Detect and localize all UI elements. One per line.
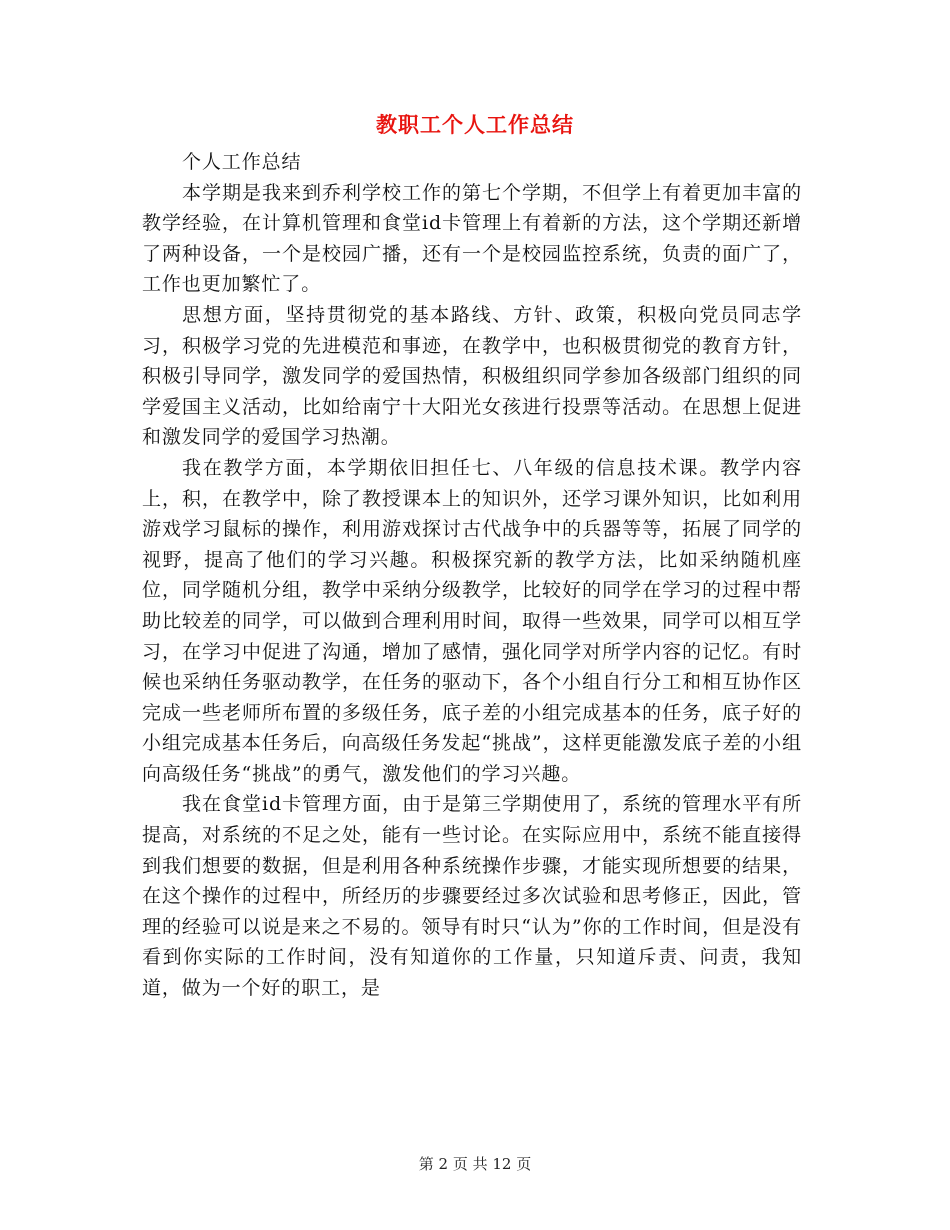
- document-body: [142, 147, 802, 1004]
- paragraph-id-card: 我在食堂id卡管理方面，由于是第三学期使用了，系统的管理水平有所提高，对系统的不足之处，能有一些讨论。在实际应用中，系统不能直接得到我们想要的数据，但是利用各种系统操作步骤，才能实现所想要的结果，在这个操作的过程中，所经历的步骤要经过多次试验和思考修正，因此，管理的经验可以说是来之不易的。领导有时只“认为”你的工作时间，但是没有看到你实际的工作时间，没有知道你的工作量，只知道斥责、问责，我知道，做为一个好的职工，是: [142, 793, 802, 1000]
- page-number-footer: 第 2 页 共 12 页: [418, 1155, 532, 1173]
- paragraph-ideology: 思想方面，坚持贯彻党的基本路线、方针、政策，积极向党员同志学习，积极学习党的先进模范和事迹，在教学中，也积极贯彻党的教育方针，积极引导同学，激发同学的爱国热情，积极组织同学参加各级部门组织的同学爱国主义活动，比如给南宁十大阳光女孩进行投票等活动。在思想上促进和激发同学的爱国学习热潮。: [142, 303, 802, 449]
- paragraph-teaching: 我在教学方面，本学期依旧担任七、八年级的信息技术课。教学内容上，积，在教学中，除了教授课本上的知识外，还学习课外知识，比如利用游戏学习鼠标的操作，利用游戏探讨古代战争中的兵器等等，拓展了同学的视野，提高了他们的学习兴趣。积极探究新的教学方法，比如采纳随机座位，同学随机分组，教学中采纳分级教学，比较好的同学在学习的过程中帮助比较差的同学，可以做到合理利用时间，取得一些效果，同学可以相互学习，在学习中促进了沟通，增加了感情，强化同学对所学内容的记忆。有时候也采纳任务驱动教学，在任务的驱动下，各个小组自行分工和相互协作区完成一些老师所布置的多级任务，底子差的小组完成基本的任务，底子好的小组完成基本任务后，向高级任务发起“挑战”，这样更能激发底子差的小组向高级任务“挑战”的勇气，激发他们的学习兴趣。: [142, 456, 802, 785]
- document-title: 教职工个人工作总结: [376, 113, 574, 137]
- subheading: 个人工作总结: [182, 151, 302, 173]
- paragraph-intro: 本学期是我来到乔利学校工作的第七个学期，不但学上有着更加丰富的教学经验，在计算机管理和食堂id卡管理上有着新的方法，这个学期还新增了两种设备，一个是校园广播，还有一个是校园监控系统，负责的面广了，工作也更加繁忙了。: [142, 181, 802, 296]
